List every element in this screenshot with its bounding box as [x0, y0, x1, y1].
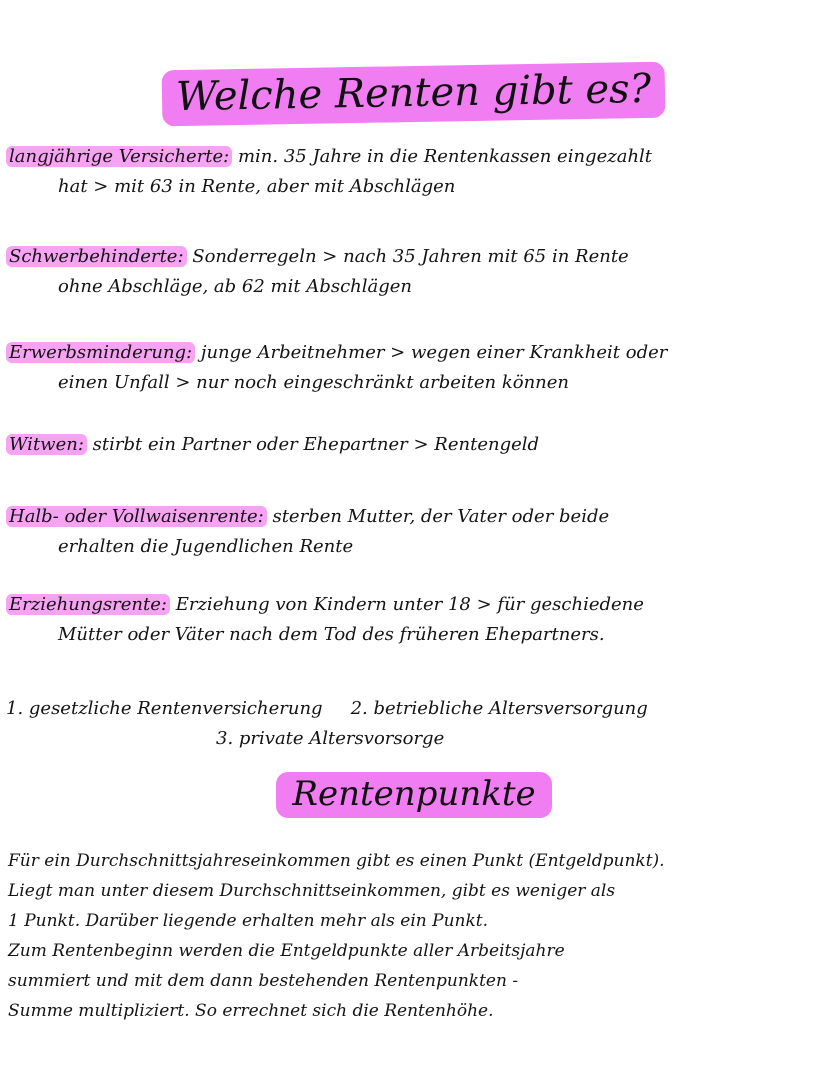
section-title: Rentenpunkte [276, 772, 551, 818]
pillar-three: 3. private Altersvorsorge [216, 728, 445, 749]
entry-text-continued: Mütter oder Väter nach dem Tod des früheren Ehepartners. [58, 624, 605, 645]
section-title-wrap [0, 772, 828, 818]
page-title: Welche Renten gibt es? [162, 62, 666, 127]
entry-text-continued: hat > mit 63 in Rente, aber mit Abschlägen [58, 176, 456, 197]
rentenpunkte-paragraph [8, 846, 814, 1026]
pension-entry [6, 338, 816, 398]
entry-term: Witwen: [6, 434, 87, 455]
entry-text-continued: ohne Abschläge, ab 62 mit Abschlägen [58, 276, 413, 297]
paragraph-line: Zum Rentenbeginn werden die Entgeldpunkte aller Arbeitsjahre [8, 941, 565, 961]
pension-entry [6, 242, 816, 302]
pillar-two: 2. betriebliche Altersversorgung [350, 698, 648, 719]
entry-text-continued: einen Unfall > nur noch eingeschränkt arbeiten können [58, 372, 570, 393]
paragraph-line: Für ein Durchschnittsjahreseinkommen gibt es einen Punkt (Entgeldpunkt). [8, 851, 665, 871]
pillar-one: 1. gesetzliche Rentenversicherung [6, 698, 323, 719]
entry-text-continued: erhalten die Jugendlichen Rente [58, 536, 354, 557]
paragraph-line: Liegt man unter diesem Durchschnittseinkommen, gibt es weniger als [8, 881, 616, 901]
entry-term: langjährige Versicherte: [6, 146, 232, 167]
pension-entry [6, 430, 816, 460]
three-pillars [6, 694, 816, 754]
entry-text: Sonderregeln > nach 35 Jahren mit 65 in Rente [186, 246, 629, 267]
entry-text: stirbt ein Partner oder Ehepartner > Rentengeld [86, 434, 540, 455]
page-title-wrap [0, 66, 828, 122]
pension-entry [6, 590, 816, 650]
entry-term: Erwerbsminderung: [6, 342, 195, 363]
entry-text: junge Arbeitnehmer > wegen einer Krankheit oder [195, 342, 668, 363]
paragraph-line: Summe multipliziert. So errechnet sich die Rentenhöhe. [8, 1001, 494, 1021]
entry-text: Erziehung von Kindern unter 18 > für geschiedene [169, 594, 644, 615]
pension-entry [6, 142, 816, 202]
entry-term: Halb- oder Vollwaisenrente: [6, 506, 267, 527]
entry-term: Schwerbehinderte: [6, 246, 187, 267]
paragraph-line: 1 Punkt. Darüber liegende erhalten mehr als ein Punkt. [8, 911, 489, 931]
pension-entry [6, 502, 816, 562]
entry-text: min. 35 Jahre in die Rentenkassen eingezahlt [232, 146, 653, 167]
entry-text: sterben Mutter, der Vater oder beide [266, 506, 610, 527]
paragraph-line: summiert und mit dem dann bestehenden Rentenpunkten - [8, 971, 519, 991]
entry-term: Erziehungsrente: [6, 594, 170, 615]
